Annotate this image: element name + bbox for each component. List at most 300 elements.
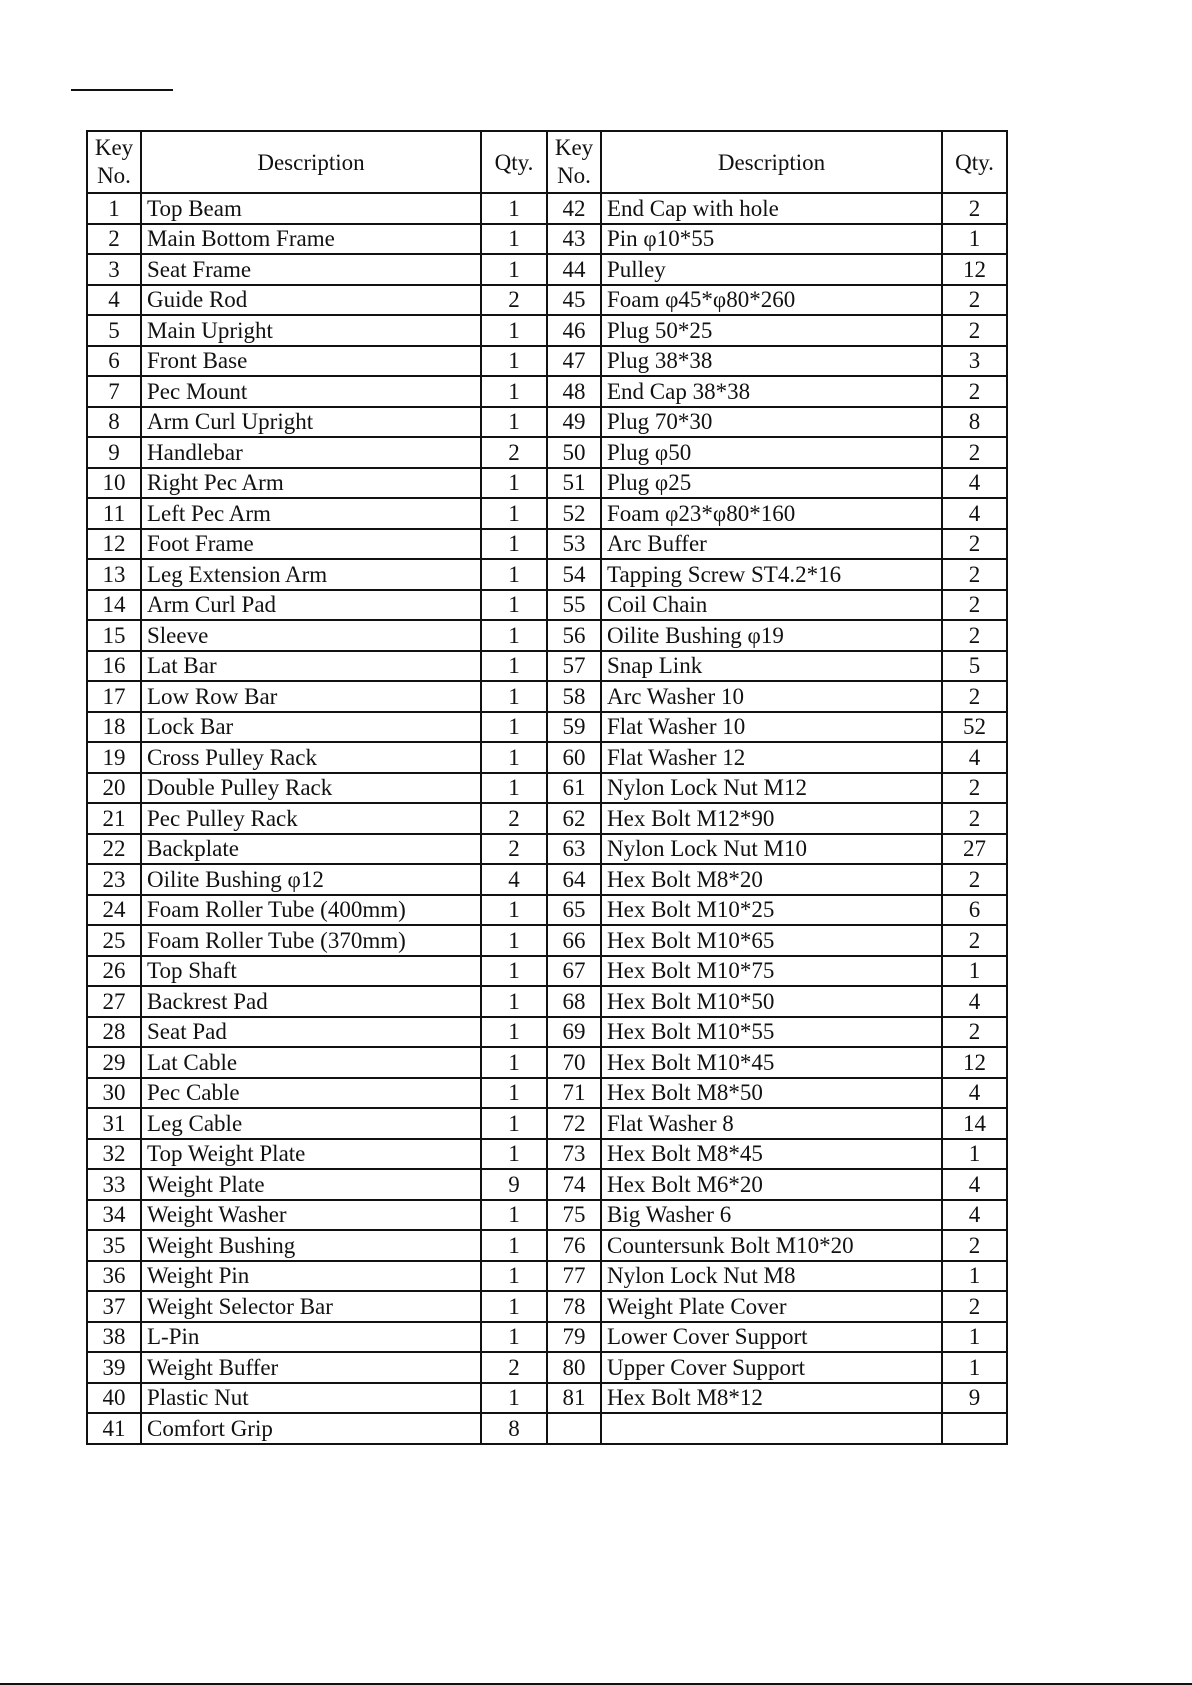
table-row (87, 895, 1007, 926)
description-cell: Weight Pin (141, 1261, 481, 1292)
qty-cell: 1 (942, 224, 1007, 255)
description-cell: Foot Frame (141, 529, 481, 560)
table-row (87, 559, 1007, 590)
key-no-cell: 64 (547, 864, 601, 895)
qty-cell: 52 (942, 712, 1007, 743)
description-cell: Pec Pulley Rack (141, 803, 481, 834)
qty-cell: 1 (481, 315, 547, 346)
description-cell: Snap Link (601, 651, 942, 682)
key-no-cell: 49 (547, 407, 601, 438)
key-no-cell: 1 (87, 193, 141, 224)
table-row (87, 590, 1007, 621)
qty-cell: 1 (481, 407, 547, 438)
qty-cell: 4 (942, 468, 1007, 499)
key-no-header-line1: Key (554, 135, 594, 161)
table-row (87, 285, 1007, 316)
key-no-cell: 43 (547, 224, 601, 255)
key-no-cell: 25 (87, 925, 141, 956)
table-row (87, 712, 1007, 743)
qty-cell: 2 (942, 193, 1007, 224)
description-cell: Low Row Bar (141, 681, 481, 712)
description-cell: Weight Plate Cover (601, 1291, 942, 1322)
key-no-cell: 44 (547, 254, 601, 285)
key-no-cell: 60 (547, 742, 601, 773)
description-cell: Weight Plate (141, 1169, 481, 1200)
qty-cell: 1 (481, 1047, 547, 1078)
description-cell: Backplate (141, 834, 481, 865)
description-cell: Lat Cable (141, 1047, 481, 1078)
key-no-cell: 7 (87, 376, 141, 407)
key-no-cell: 72 (547, 1108, 601, 1139)
qty-cell: 2 (942, 1017, 1007, 1048)
qty-cell: 2 (942, 285, 1007, 316)
key-no-cell: 70 (547, 1047, 601, 1078)
description-cell (601, 1413, 942, 1444)
description-cell: Pulley (601, 254, 942, 285)
key-no-cell: 8 (87, 407, 141, 438)
key-no-cell: 37 (87, 1291, 141, 1322)
qty-cell: 2 (942, 773, 1007, 804)
key-no-cell: 77 (547, 1261, 601, 1292)
qty-cell: 1 (481, 1291, 547, 1322)
key-no-cell: 16 (87, 651, 141, 682)
table-row (87, 1322, 1007, 1353)
qty-cell: 1 (481, 1230, 547, 1261)
qty-cell: 2 (942, 437, 1007, 468)
table-row (87, 1291, 1007, 1322)
key-no-cell: 26 (87, 956, 141, 987)
table-row (87, 1047, 1007, 1078)
qty-cell: 4 (942, 1169, 1007, 1200)
table-row (87, 224, 1007, 255)
key-no-cell: 76 (547, 1230, 601, 1261)
qty-cell: 5 (942, 651, 1007, 682)
description-header: Description (601, 131, 942, 193)
qty-cell: 1 (481, 346, 547, 377)
description-cell: Top Beam (141, 193, 481, 224)
description-cell: Leg Cable (141, 1108, 481, 1139)
key-no-header-line1: Key (94, 135, 134, 161)
qty-cell: 1 (481, 651, 547, 682)
key-no-header (547, 131, 601, 193)
description-cell: Seat Pad (141, 1017, 481, 1048)
table-row (87, 498, 1007, 529)
key-no-cell: 55 (547, 590, 601, 621)
qty-cell: 4 (942, 1078, 1007, 1109)
qty-cell: 4 (942, 1200, 1007, 1231)
key-no-cell: 35 (87, 1230, 141, 1261)
description-cell: Plastic Nut (141, 1383, 481, 1414)
description-cell: Lat Bar (141, 651, 481, 682)
description-cell: Flat Washer 10 (601, 712, 942, 743)
qty-cell: 1 (481, 895, 547, 926)
qty-cell: 1 (481, 1261, 547, 1292)
description-header: Description (141, 131, 481, 193)
key-no-header-line2: No. (97, 163, 131, 188)
description-cell: Weight Selector Bar (141, 1291, 481, 1322)
description-cell: Lower Cover Support (601, 1322, 942, 1353)
qty-cell: 8 (481, 1413, 547, 1444)
table-row (87, 407, 1007, 438)
description-cell: Foam Roller Tube (370mm) (141, 925, 481, 956)
key-no-cell: 32 (87, 1139, 141, 1170)
description-cell: Hex Bolt M10*45 (601, 1047, 942, 1078)
description-cell: Main Bottom Frame (141, 224, 481, 255)
table-row (87, 1017, 1007, 1048)
qty-cell: 1 (481, 620, 547, 651)
header-row (87, 131, 1007, 193)
key-no-cell: 17 (87, 681, 141, 712)
qty-cell: 1 (481, 254, 547, 285)
qty-cell: 1 (942, 956, 1007, 987)
key-no-cell: 50 (547, 437, 601, 468)
key-no-cell: 5 (87, 315, 141, 346)
table-row (87, 1169, 1007, 1200)
key-no-cell: 41 (87, 1413, 141, 1444)
table-row (87, 1383, 1007, 1414)
qty-cell: 2 (942, 864, 1007, 895)
description-cell: Top Weight Plate (141, 1139, 481, 1170)
description-cell: L-Pin (141, 1322, 481, 1353)
table-row (87, 956, 1007, 987)
key-no-cell: 58 (547, 681, 601, 712)
qty-cell: 2 (942, 925, 1007, 956)
key-no-cell: 27 (87, 986, 141, 1017)
key-no-cell: 53 (547, 529, 601, 560)
key-no-cell: 57 (547, 651, 601, 682)
qty-cell: 1 (942, 1322, 1007, 1353)
key-no-cell: 24 (87, 895, 141, 926)
qty-cell: 1 (481, 1383, 547, 1414)
qty-cell: 2 (942, 1291, 1007, 1322)
qty-cell: 2 (481, 834, 547, 865)
key-no-cell: 38 (87, 1322, 141, 1353)
key-no-cell: 74 (547, 1169, 601, 1200)
description-cell: Plug 70*30 (601, 407, 942, 438)
key-no-cell: 47 (547, 346, 601, 377)
table-row (87, 1200, 1007, 1231)
key-no-cell: 6 (87, 346, 141, 377)
table-row (87, 1352, 1007, 1383)
qty-cell: 12 (942, 1047, 1007, 1078)
key-no-cell: 18 (87, 712, 141, 743)
key-no-header (87, 131, 141, 193)
description-cell: Plug 38*38 (601, 346, 942, 377)
key-no-cell: 19 (87, 742, 141, 773)
key-no-cell: 10 (87, 468, 141, 499)
table-row (87, 864, 1007, 895)
key-no-cell: 68 (547, 986, 601, 1017)
qty-cell: 2 (481, 285, 547, 316)
key-no-cell: 11 (87, 498, 141, 529)
description-cell: Big Washer 6 (601, 1200, 942, 1231)
qty-cell: 1 (481, 1017, 547, 1048)
qty-cell: 2 (942, 1230, 1007, 1261)
qty-cell: 2 (942, 315, 1007, 346)
key-no-cell: 12 (87, 529, 141, 560)
qty-cell: 1 (481, 1200, 547, 1231)
qty-cell: 3 (942, 346, 1007, 377)
description-cell: Foam Roller Tube (400mm) (141, 895, 481, 926)
key-no-cell: 56 (547, 620, 601, 651)
table-row (87, 651, 1007, 682)
table-row (87, 925, 1007, 956)
description-cell: Front Base (141, 346, 481, 377)
qty-cell: 1 (942, 1352, 1007, 1383)
description-cell: Arc Buffer (601, 529, 942, 560)
key-no-cell: 33 (87, 1169, 141, 1200)
description-cell: Countersunk Bolt M10*20 (601, 1230, 942, 1261)
table-row (87, 1139, 1007, 1170)
table-row (87, 376, 1007, 407)
table-row (87, 468, 1007, 499)
qty-cell: 1 (481, 681, 547, 712)
description-cell: Plug φ50 (601, 437, 942, 468)
table-header (87, 131, 1007, 193)
qty-cell: 2 (942, 529, 1007, 560)
key-no-cell: 22 (87, 834, 141, 865)
description-cell: Pec Cable (141, 1078, 481, 1109)
key-no-cell: 23 (87, 864, 141, 895)
description-cell: Left Pec Arm (141, 498, 481, 529)
description-cell: Handlebar (141, 437, 481, 468)
qty-cell: 8 (942, 407, 1007, 438)
qty-cell: 4 (942, 498, 1007, 529)
qty-cell: 1 (481, 498, 547, 529)
table-body (87, 193, 1007, 1444)
key-no-cell: 73 (547, 1139, 601, 1170)
qty-cell: 1 (481, 1322, 547, 1353)
qty-header: Qty. (481, 131, 547, 193)
description-cell: Weight Washer (141, 1200, 481, 1231)
description-cell: Hex Bolt M12*90 (601, 803, 942, 834)
qty-header: Qty. (942, 131, 1007, 193)
key-no-cell: 2 (87, 224, 141, 255)
table-row (87, 346, 1007, 377)
table-row (87, 1108, 1007, 1139)
description-cell: Comfort Grip (141, 1413, 481, 1444)
description-cell: Seat Frame (141, 254, 481, 285)
qty-cell: 1 (942, 1261, 1007, 1292)
description-cell: Hex Bolt M8*20 (601, 864, 942, 895)
table-row (87, 681, 1007, 712)
description-cell: End Cap with hole (601, 193, 942, 224)
key-no-cell: 65 (547, 895, 601, 926)
qty-cell: 1 (481, 986, 547, 1017)
description-cell: Double Pulley Rack (141, 773, 481, 804)
description-cell: Tapping Screw ST4.2*16 (601, 559, 942, 590)
table-row (87, 529, 1007, 560)
table-row (87, 315, 1007, 346)
key-no-cell: 13 (87, 559, 141, 590)
description-cell: Leg Extension Arm (141, 559, 481, 590)
qty-cell: 4 (481, 864, 547, 895)
qty-cell: 1 (481, 376, 547, 407)
key-no-cell: 15 (87, 620, 141, 651)
description-cell: Hex Bolt M8*50 (601, 1078, 942, 1109)
qty-cell: 1 (481, 529, 547, 560)
description-cell: Lock Bar (141, 712, 481, 743)
qty-cell: 27 (942, 834, 1007, 865)
key-no-cell: 42 (547, 193, 601, 224)
key-no-cell: 40 (87, 1383, 141, 1414)
key-no-cell: 14 (87, 590, 141, 621)
qty-cell: 1 (481, 1108, 547, 1139)
key-no-cell: 46 (547, 315, 601, 346)
description-cell: Plug 50*25 (601, 315, 942, 346)
table-row (87, 1261, 1007, 1292)
description-cell: Coil Chain (601, 590, 942, 621)
description-cell: Arc Washer 10 (601, 681, 942, 712)
description-cell: Nylon Lock Nut M8 (601, 1261, 942, 1292)
description-cell: Oilite Bushing φ19 (601, 620, 942, 651)
qty-cell: 2 (942, 590, 1007, 621)
description-cell: Flat Washer 8 (601, 1108, 942, 1139)
qty-cell: 2 (942, 620, 1007, 651)
key-no-cell: 54 (547, 559, 601, 590)
table-row (87, 742, 1007, 773)
qty-cell: 2 (942, 681, 1007, 712)
key-no-cell: 69 (547, 1017, 601, 1048)
qty-cell: 2 (942, 559, 1007, 590)
key-no-cell: 28 (87, 1017, 141, 1048)
table-row (87, 1230, 1007, 1261)
qty-cell: 1 (481, 1139, 547, 1170)
key-no-cell: 34 (87, 1200, 141, 1231)
table-row (87, 437, 1007, 468)
key-no-cell: 51 (547, 468, 601, 499)
table-row (87, 193, 1007, 224)
qty-cell: 2 (481, 803, 547, 834)
table-row (87, 986, 1007, 1017)
description-cell: Pec Mount (141, 376, 481, 407)
description-cell: Hex Bolt M10*65 (601, 925, 942, 956)
key-no-cell: 9 (87, 437, 141, 468)
description-cell: Hex Bolt M10*25 (601, 895, 942, 926)
table-row (87, 834, 1007, 865)
key-no-cell: 21 (87, 803, 141, 834)
key-no-cell: 79 (547, 1322, 601, 1353)
description-cell: Hex Bolt M10*75 (601, 956, 942, 987)
key-no-cell: 63 (547, 834, 601, 865)
qty-cell: 1 (481, 224, 547, 255)
qty-cell: 2 (481, 1352, 547, 1383)
description-cell: Sleeve (141, 620, 481, 651)
qty-cell: 6 (942, 895, 1007, 926)
key-no-cell: 45 (547, 285, 601, 316)
description-cell: Nylon Lock Nut M10 (601, 834, 942, 865)
table-row (87, 803, 1007, 834)
description-cell: Arm Curl Pad (141, 590, 481, 621)
description-cell: Hex Bolt M8*12 (601, 1383, 942, 1414)
description-cell: Plug φ25 (601, 468, 942, 499)
key-no-cell: 59 (547, 712, 601, 743)
table-row (87, 254, 1007, 285)
description-cell: Cross Pulley Rack (141, 742, 481, 773)
description-cell: Foam φ23*φ80*160 (601, 498, 942, 529)
key-no-cell: 71 (547, 1078, 601, 1109)
key-no-cell: 78 (547, 1291, 601, 1322)
qty-cell: 9 (942, 1383, 1007, 1414)
description-cell: Hex Bolt M10*55 (601, 1017, 942, 1048)
qty-cell: 2 (942, 803, 1007, 834)
qty-cell: 14 (942, 1108, 1007, 1139)
key-no-cell: 80 (547, 1352, 601, 1383)
key-no-cell: 66 (547, 925, 601, 956)
qty-cell: 1 (942, 1139, 1007, 1170)
qty-cell: 1 (481, 193, 547, 224)
qty-cell: 4 (942, 742, 1007, 773)
key-no-cell: 29 (87, 1047, 141, 1078)
qty-cell: 2 (481, 437, 547, 468)
qty-cell: 1 (481, 712, 547, 743)
key-no-cell: 30 (87, 1078, 141, 1109)
qty-cell: 2 (942, 376, 1007, 407)
qty-cell: 1 (481, 742, 547, 773)
description-cell: Hex Bolt M10*50 (601, 986, 942, 1017)
description-cell: End Cap 38*38 (601, 376, 942, 407)
qty-cell: 12 (942, 254, 1007, 285)
qty-cell: 9 (481, 1169, 547, 1200)
key-no-header-line2: No. (557, 163, 591, 188)
qty-cell: 1 (481, 1078, 547, 1109)
description-cell: Backrest Pad (141, 986, 481, 1017)
key-no-cell (547, 1413, 601, 1444)
parts-list-table (86, 130, 1008, 1445)
key-no-cell: 20 (87, 773, 141, 804)
key-no-cell: 61 (547, 773, 601, 804)
key-no-cell: 62 (547, 803, 601, 834)
description-cell: Right Pec Arm (141, 468, 481, 499)
qty-cell: 1 (481, 468, 547, 499)
key-no-cell: 52 (547, 498, 601, 529)
qty-cell: 1 (481, 956, 547, 987)
description-cell: Pin φ10*55 (601, 224, 942, 255)
key-no-cell: 75 (547, 1200, 601, 1231)
key-no-cell: 48 (547, 376, 601, 407)
description-cell: Nylon Lock Nut M12 (601, 773, 942, 804)
description-cell: Upper Cover Support (601, 1352, 942, 1383)
key-no-cell: 36 (87, 1261, 141, 1292)
table-row (87, 773, 1007, 804)
description-cell: Main Upright (141, 315, 481, 346)
key-no-cell: 4 (87, 285, 141, 316)
qty-cell: 1 (481, 925, 547, 956)
key-no-cell: 3 (87, 254, 141, 285)
table-row (87, 1413, 1007, 1444)
description-cell: Weight Bushing (141, 1230, 481, 1261)
description-cell: Flat Washer 12 (601, 742, 942, 773)
key-no-cell: 67 (547, 956, 601, 987)
qty-cell (942, 1413, 1007, 1444)
qty-cell: 1 (481, 773, 547, 804)
table-row (87, 620, 1007, 651)
table-row (87, 1078, 1007, 1109)
description-cell: Top Shaft (141, 956, 481, 987)
qty-cell: 1 (481, 559, 547, 590)
description-cell: Hex Bolt M8*45 (601, 1139, 942, 1170)
key-no-cell: 81 (547, 1383, 601, 1414)
key-no-cell: 39 (87, 1352, 141, 1383)
key-no-cell: 31 (87, 1108, 141, 1139)
description-cell: Guide Rod (141, 285, 481, 316)
description-cell: Hex Bolt M6*20 (601, 1169, 942, 1200)
description-cell: Oilite Bushing φ12 (141, 864, 481, 895)
qty-cell: 1 (481, 590, 547, 621)
top-rule (71, 89, 173, 91)
description-cell: Arm Curl Upright (141, 407, 481, 438)
description-cell: Foam φ45*φ80*260 (601, 285, 942, 316)
